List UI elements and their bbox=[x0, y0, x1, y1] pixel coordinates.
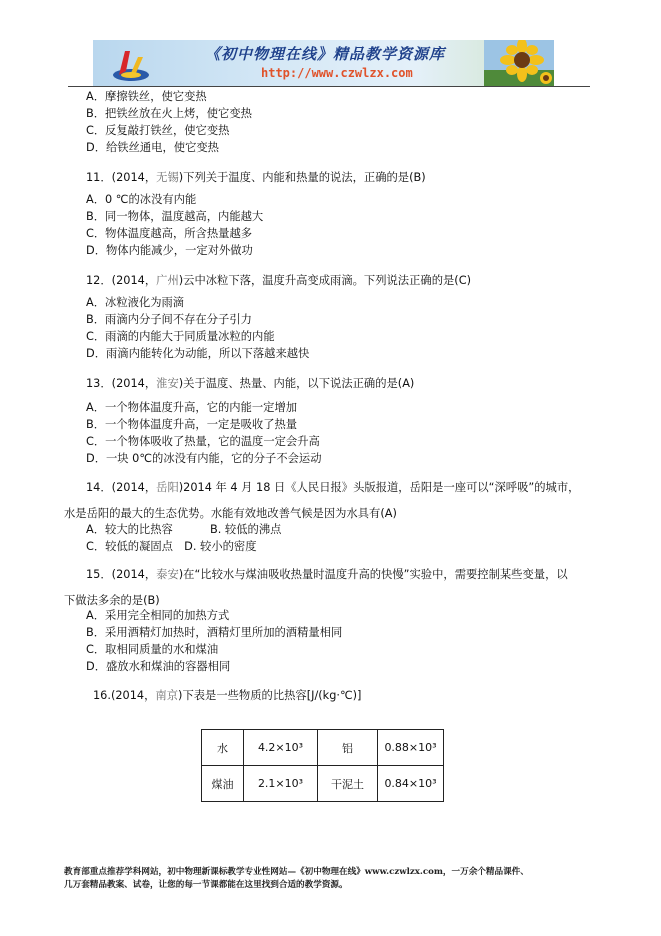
header-divider bbox=[68, 86, 590, 87]
q15-option-a: A．采用完全相同的加热方式 bbox=[86, 609, 230, 622]
q12-stem: 12．(2014，广州)云中冰粒下落，温度升高变成雨滴。下列说法正确的是(C) bbox=[86, 274, 471, 287]
q11-option-c: C．物体温度越高，所含热量越多 bbox=[86, 227, 253, 240]
q14-stem-continued: 水是岳阳的最大的生态优势。水能有效地改善气候是因为水具有(A) bbox=[64, 507, 397, 520]
q15-option-b: B．采用酒精灯加热时，酒精灯里所加的酒精量相同 bbox=[86, 626, 343, 639]
site-banner bbox=[93, 40, 554, 86]
q14-options-row2 bbox=[86, 540, 257, 554]
table-row bbox=[202, 730, 444, 766]
table-cell: 铝 bbox=[318, 730, 378, 766]
table-cell: 干泥土 bbox=[318, 766, 378, 802]
q13-option-b: B．一个物体温度升高，一定是吸收了热量 bbox=[86, 418, 298, 431]
table-cell: 4.2×10³ bbox=[244, 730, 318, 766]
footer-line-2: 几万套精品教案、试卷，让您的每一节课都能在这里找到合适的教学资源。 bbox=[64, 880, 348, 890]
q15-option-d: D．盛放水和煤油的容器相同 bbox=[86, 660, 231, 673]
site-logo-icon bbox=[111, 45, 151, 83]
q13-option-d: D．一块 0℃的冰没有内能，它的分子不会运动 bbox=[86, 452, 322, 465]
q10-option-c: C．反复敲打铁丝，使它变热 bbox=[86, 124, 230, 137]
table-cell: 水 bbox=[202, 730, 244, 766]
q14-option-d: D. 较小的密度 bbox=[184, 540, 257, 553]
q10-option-a: A．摩擦铁丝，使它变热 bbox=[86, 90, 207, 103]
q13-option-c: C．一个物体吸收了热量，它的温度一定会升高 bbox=[86, 435, 320, 448]
sunflower-icon bbox=[484, 40, 554, 86]
q11-stem: 11．(2014，无锡)下列关于温度、内能和热量的说法，正确的是(B) bbox=[86, 171, 426, 184]
q13-option-a: A．一个物体温度升高，它的内能一定增加 bbox=[86, 401, 298, 414]
footer-line-1: 教育部重点推荐学科网站，初中物理新课标教学专业性网站—《初中物理在线》www.czwlzx.com，一万余个精品课件、 bbox=[64, 867, 529, 877]
q11-option-b: B．同一物体，温度越高，内能越大 bbox=[86, 210, 264, 223]
q12-option-d: D．雨滴内能转化为动能，所以下落越来越快 bbox=[86, 347, 310, 360]
table-cell: 0.88×10³ bbox=[378, 730, 444, 766]
table-cell: 2.1×10³ bbox=[244, 766, 318, 802]
specific-heat-table bbox=[201, 729, 444, 802]
q16-stem: 16.(2014，南京)下表是一些物质的比热容[J/(kg·℃)] bbox=[93, 689, 362, 702]
table-cell: 煤油 bbox=[202, 766, 244, 802]
q11-option-a: A．0 ℃的冰没有内能 bbox=[86, 193, 197, 206]
q12-option-a: A．冰粒液化为雨滴 bbox=[86, 296, 185, 309]
q12-option-b: B．雨滴内分子间不存在分子引力 bbox=[86, 313, 252, 326]
table-cell: 0.84×10³ bbox=[378, 766, 444, 802]
q15-stem-continued: 下做法多余的是(B) bbox=[64, 594, 160, 607]
q14-option-b: B. 较低的沸点 bbox=[210, 523, 282, 536]
q14-option-c: C．较低的凝固点 bbox=[86, 540, 173, 553]
banner-url: http://www.czwlzx.com bbox=[261, 66, 413, 80]
q10-option-b: B．把铁丝放在火上烤，使它变热 bbox=[86, 107, 252, 120]
banner-title: 《初中物理在线》精品教学资源库 bbox=[205, 45, 446, 63]
q10-option-d: D．给铁丝通电，使它变热 bbox=[86, 141, 219, 154]
q15-stem: 15．(2014，泰安)在“比较水与煤油吸收热量时温度升高的快慢”实验中，需要控制某些变量，以 bbox=[86, 568, 568, 581]
q14-stem: 14．(2014，岳阳)2014 年 4 月 18 日《人民日报》头版报道，岳阳是一座可以“深呼吸”的城市， bbox=[86, 481, 580, 494]
q13-stem: 13．(2014，淮安)关于温度、热量、内能，以下说法正确的是(A) bbox=[86, 377, 415, 390]
q11-option-d: D．物体内能减少，一定对外做功 bbox=[86, 244, 253, 257]
q15-option-c: C．取相同质量的水和煤油 bbox=[86, 643, 219, 656]
q14-option-a: A．较大的比热容 bbox=[86, 523, 173, 536]
q12-option-c: C．雨滴的内能大于同质量冰粒的内能 bbox=[86, 330, 275, 343]
table-row bbox=[202, 766, 444, 802]
q14-options-row1 bbox=[86, 523, 281, 537]
